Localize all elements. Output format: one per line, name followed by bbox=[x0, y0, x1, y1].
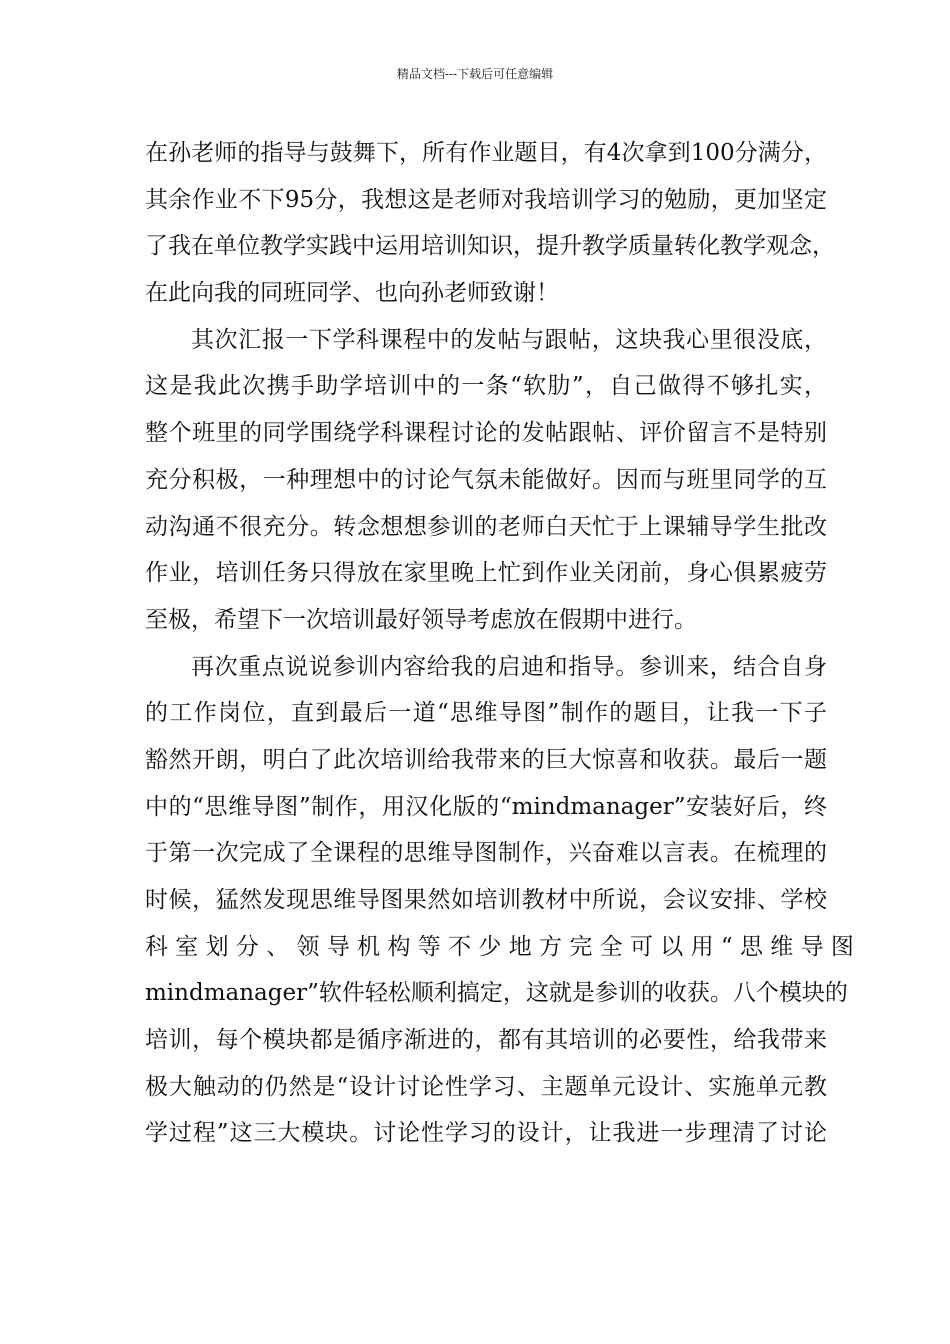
document-body bbox=[145, 130, 854, 1157]
paragraph-3 bbox=[145, 644, 854, 1158]
text-line: 这是我此次携手助学培训中的一条“软肋”，自己做得不够扎实， bbox=[145, 373, 827, 400]
text-line: 了我在单位教学实践中运用培训知识，提升教学质量转化教学观念， bbox=[145, 233, 835, 260]
text-line: 充分积极，一种理想中的讨论气氛未能做好。因而与班里同学的互 bbox=[145, 466, 827, 493]
paragraph-1 bbox=[145, 130, 835, 317]
text-line: 的工作岗位，直到最后一道“思维导图”制作的题目，让我一下子 bbox=[145, 700, 827, 727]
text-line: 整个班里的同学围绕学科课程讨论的发帖跟帖、评价留言不是特别 bbox=[145, 420, 827, 447]
text-line: 在孙老师的指导与鼓舞下，所有作业题目，有4次拿到100分满分， bbox=[145, 140, 827, 166]
text-line: 动沟通不很充分。转念想想参训的老师白天忙于上课辅导学生批改 bbox=[145, 513, 827, 540]
text-line: 其次汇报一下学科课程中的发帖与跟帖，这块我心里很没底， bbox=[191, 326, 827, 353]
text-line: 其余作业不下95分，我想这是老师对我培训学习的勉励，更加坚定 bbox=[145, 186, 827, 213]
paragraph-2 bbox=[145, 317, 827, 644]
text-line: 科 室 划 分 、 领 导 机 构 等 不 少 地 方 完 全 可 以 用 “ 思 维 导 图 bbox=[145, 933, 854, 960]
text-line: 豁然开朗，明白了此次培训给我带来的巨大惊喜和收获。最后一题 bbox=[145, 746, 827, 773]
text-line: mindmanager”软件轻松顺利搞定，这就是参训的收获。八个模块的 bbox=[145, 980, 848, 1007]
text-line: 培训，每个模块都是循序渐进的，都有其培训的必要性，给我带来 bbox=[145, 1027, 827, 1054]
text-line: 作业，培训任务只得放在家里晚上忙到作业关闭前，身心俱累疲劳 bbox=[145, 560, 827, 587]
text-line: 极大触动的仍然是“设计讨论性学习、主题单元设计、实施单元教 bbox=[145, 1073, 827, 1100]
text-line: 时候，猛然发现思维导图果然如培训教材中所说，会议安排、学校 bbox=[145, 887, 827, 913]
text-line: 再次重点说说参训内容给我的启迪和指导。参训来，结合自身 bbox=[191, 653, 827, 680]
text-line: 学过程”这三大模块。讨论性学习的设计，让我进一步理清了讨论 bbox=[145, 1120, 827, 1147]
page-header: 精品文档---下载后可任意编辑 bbox=[396, 67, 554, 81]
text-line: 于第一次完成了全课程的思维导图制作，兴奋难以言表。在梳理的 bbox=[145, 840, 827, 867]
text-line: 中的“思维导图”制作，用汉化版的“mindmanager”安装好后，终 bbox=[145, 793, 827, 820]
text-line: 至极，希望下一次培训最好领导考虑放在假期中进行。 bbox=[145, 606, 697, 633]
text-line: 在此向我的同班同学、也向孙老师致谢！ bbox=[145, 280, 559, 307]
